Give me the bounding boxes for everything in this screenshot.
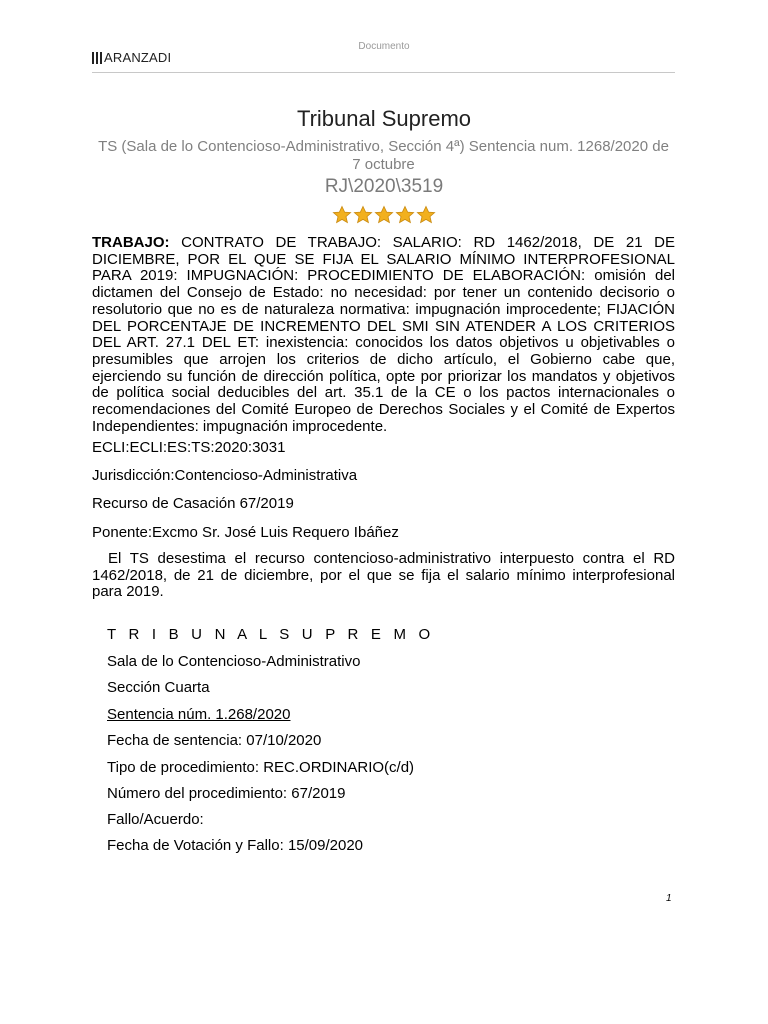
ruling-abstract: El TS desestima el recurso contencioso-administrativo interpuesto contra el RD 1462/2018, de 21 de diciembre, por el que se fija el salario mínimo interprofesional para 2019. <box>92 550 675 601</box>
court-name-spaced: T R I B U N A L S U P R E M O <box>107 626 435 643</box>
star-icon <box>416 205 436 225</box>
ecli-line: ECLI:ECLI:ES:TS:2020:3031 <box>92 439 286 456</box>
appeal-line: Recurso de Casación 67/2019 <box>92 495 294 512</box>
ruling-summary <box>92 235 675 435</box>
numero-procedimiento-line: Número del procedimiento: 67/2019 <box>107 785 346 802</box>
rating-stars <box>0 205 768 225</box>
aranzadi-logo <box>92 50 171 66</box>
star-icon <box>374 205 394 225</box>
ponente-line: Ponente:Excmo Sr. José Luis Requero Ibáñez <box>92 524 399 541</box>
ruling-reference: RJ\2020\3519 <box>324 176 444 197</box>
logo-text: ARANZADI <box>104 50 172 65</box>
court-title: Tribunal Supremo <box>296 106 472 131</box>
jurisdiction-line: Jurisdicción:Contencioso-Administrativa <box>92 467 358 484</box>
page-number: 1 <box>666 893 672 904</box>
seccion-line: Sección Cuarta <box>107 679 210 696</box>
summary-lead: TRABAJO: <box>92 234 170 251</box>
star-icon <box>332 205 352 225</box>
fecha-votacion-line: Fecha de Votación y Fallo: 15/09/2020 <box>107 837 364 854</box>
header-divider <box>92 72 675 73</box>
logo-bars-icon <box>92 52 102 64</box>
sala-line: Sala de lo Contencioso-Administrativo <box>107 653 361 670</box>
fallo-line: Fallo/Acuerdo: <box>107 811 204 828</box>
summary-text: CONTRATO DE TRABAJO: SALARIO: RD 1462/2018, DE 21 DE DICIEMBRE, POR EL QUE SE FIJA EL SALARIO MÍNIMO INTERPROFESIONAL PARA 2019: IMPUGNACIÓN: PROCEDIMIENTO DE ELABORACIÓN: omisión del dictamen del Consejo de Estado: no necesidad: por tener un contenido decisorio o resolutorio que no es de naturaleza normativa: impugnación improcedente; FIJACIÓN DEL PORCENTAJE DE INCREMENTO DEL SMI SIN ATENDER A LOS CRITERIOS DEL ART. 27.1 DEL ET: inexistencia: conocidos los datos objetivos u objetivables o presumibles que arrojen los criterios de dicho artículo, el Gobierno cabe que, ejerciendo su función de dirección política, opte por priorizar los mandatos y objetivos de política social deducibles del art. 35.1 de la CE o los pactos internacionales o recomendaciones del Comité Europeo de Derechos Sociales y el Comité de Expertos Independientes: impugnación improcedente. <box>92 234 675 435</box>
document-header-label: Documento <box>358 41 410 52</box>
ruling-subtitle: TS (Sala de lo Contencioso-Administrativo, Sección 4ª) Sentencia num. 1268/2020 de 7 octubre <box>98 138 669 173</box>
tipo-procedimiento-line: Tipo de procedimiento: REC.ORDINARIO(c/d) <box>107 759 415 776</box>
star-icon <box>395 205 415 225</box>
star-icon <box>353 205 373 225</box>
fecha-sentencia-line: Fecha de sentencia: 07/10/2020 <box>107 732 322 749</box>
sentencia-link[interactable]: Sentencia núm. 1.268/2020 <box>107 706 291 723</box>
